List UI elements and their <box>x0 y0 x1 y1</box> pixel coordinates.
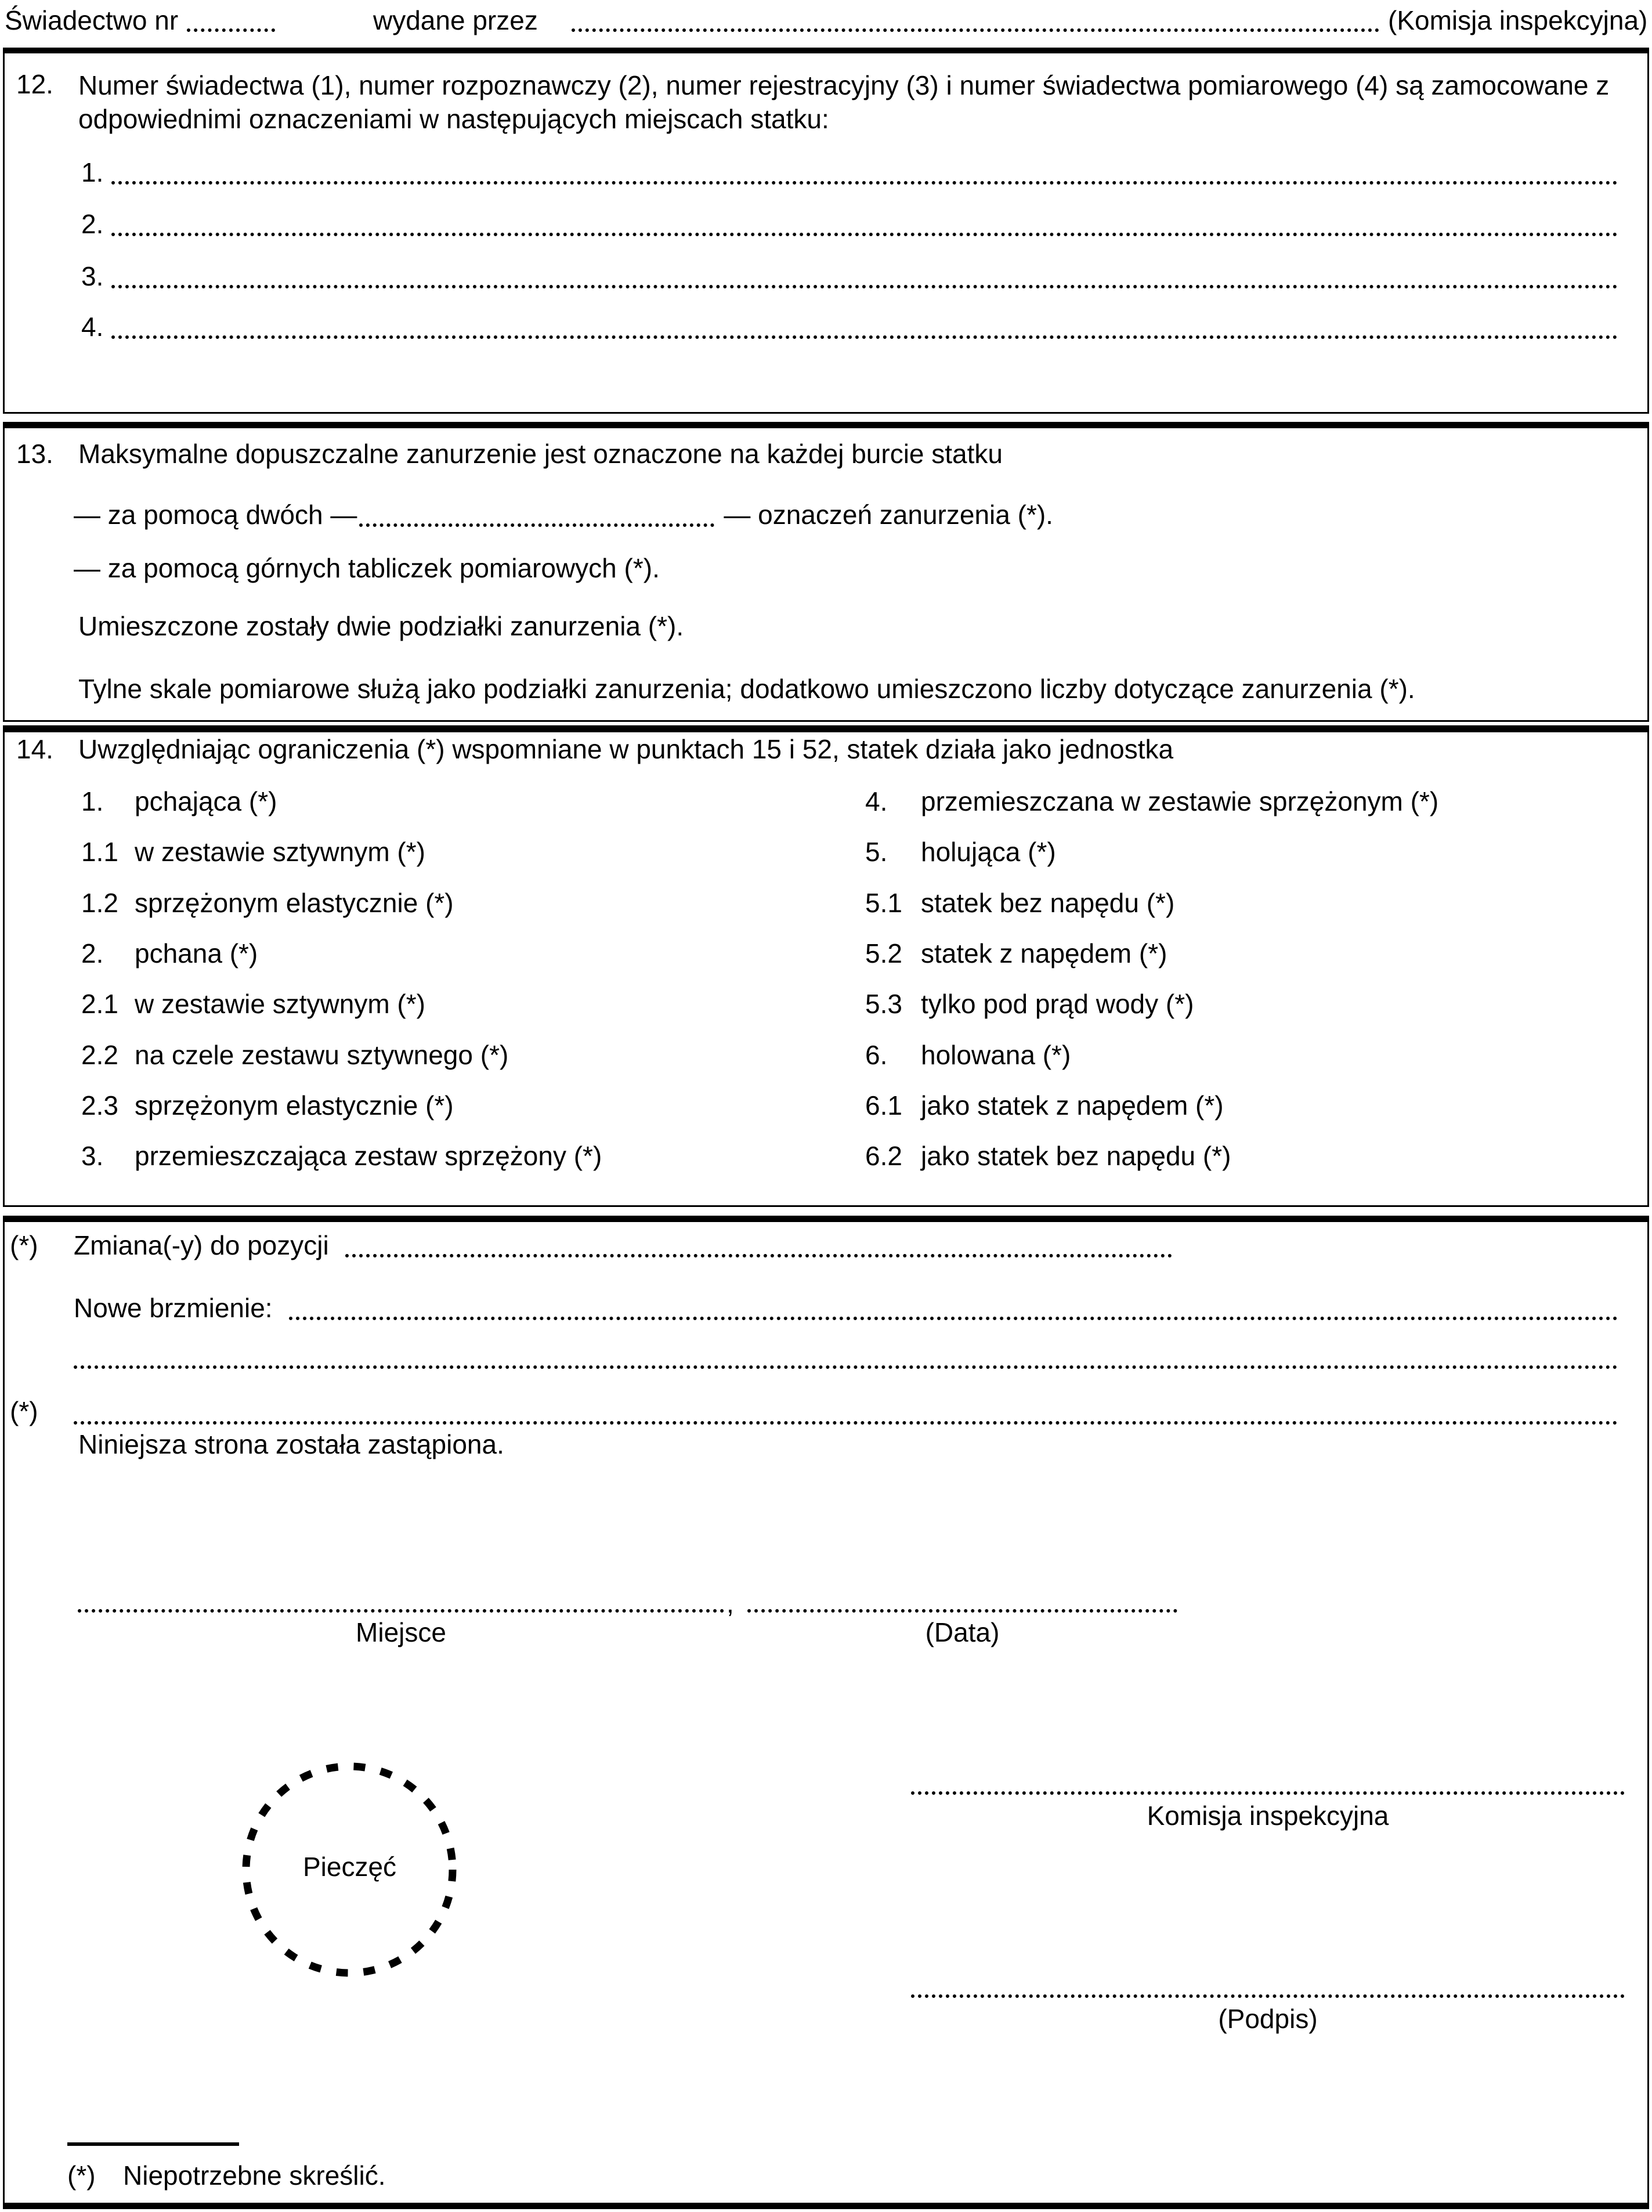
mode-label: pchająca (*) <box>135 786 277 816</box>
issued-by-field[interactable] <box>572 24 1379 32</box>
mode-number: 5. <box>865 837 888 867</box>
draught-marks-prefix: — za pomocą dwóch — <box>74 500 357 530</box>
measurement-plates-line: — za pomocą górnych tabliczek pomiarowych (*). <box>74 553 660 583</box>
inspection-committee-header-label: (Komisja inspekcyjna) <box>1388 5 1648 35</box>
mode-label: statek bez napędu (*) <box>921 888 1175 918</box>
mode-number: 2.2 <box>81 1040 118 1070</box>
marking-location-row <box>81 157 1618 189</box>
mode-number: 1.2 <box>81 888 118 918</box>
mode-label: jako statek z napędem (*) <box>921 1090 1224 1121</box>
mode-label: przemieszczana w zestawie sprzężonym (*) <box>921 786 1439 816</box>
draught-marks-count-field[interactable] <box>359 519 714 527</box>
mode-number: 1. <box>81 786 104 816</box>
marking-location-field-1[interactable] <box>111 177 1618 185</box>
item-number: 1. <box>81 157 104 187</box>
mode-number: 5.3 <box>865 989 902 1019</box>
mode-label: jako statek bez napędu (*) <box>921 1141 1231 1171</box>
rear-scales-line: Tylne skale pomiarowe służą jako podziałki zanurzenia; dodatkowo umieszczono liczby dotyczące zanurzenia (*). <box>78 674 1415 704</box>
mode-label: w zestawie sztywnym (*) <box>135 837 425 867</box>
committee-signature-field[interactable] <box>911 1787 1625 1795</box>
item-number: 2. <box>81 209 104 239</box>
mode-label: tylko pod prąd wody (*) <box>921 989 1194 1019</box>
section-13-title: Maksymalne dopuszczalne zanurzenie jest oznaczone na każdej burcie statku <box>78 439 1003 469</box>
mode-label: holowana (*) <box>921 1040 1071 1070</box>
signature-field[interactable] <box>911 1990 1625 1998</box>
new-wording-field[interactable] <box>289 1313 1618 1320</box>
mode-label: na czele zestawu sztywnego (*) <box>135 1040 509 1070</box>
amendment-label: Zmiana(-y) do pozycji <box>74 1230 329 1260</box>
amendment-position-field[interactable] <box>345 1250 1172 1257</box>
item-number: 3. <box>81 261 104 291</box>
mode-label: sprzężonym elastycznie (*) <box>135 1090 454 1121</box>
new-wording-continuation-field[interactable] <box>74 1361 1618 1369</box>
amendment-row <box>74 1230 1172 1262</box>
mode-number: 2.1 <box>81 989 118 1019</box>
place-field[interactable] <box>78 1605 724 1613</box>
section-14-title: Uwzględniając ograniczenia (*) wspomniane w punktach 15 i 52, statek działa jako jednostka <box>78 734 1174 764</box>
footnote-divider <box>67 2142 239 2146</box>
date-label: (Data) <box>925 1617 1000 1647</box>
mode-number: 1.1 <box>81 837 118 867</box>
mode-number: 4. <box>865 786 888 816</box>
section-12-text: Numer świadectwa (1), numer rozpoznawczy (2), numer rejestracyjny (3) i numer świadectwa pomiarowego (4) są zamocowane z odpowiednimi oznaczeniami w następujących miejscach statku: <box>78 70 1610 134</box>
asterisk-marker: (*) <box>10 1396 38 1426</box>
new-wording-label: Nowe brzmienie: <box>74 1293 273 1323</box>
mode-number: 6. <box>865 1040 888 1070</box>
draught-scales-line: Umieszczone zostały dwie podziałki zanurzenia (*). <box>78 611 684 641</box>
mode-label: sprzężonym elastycznie (*) <box>135 888 454 918</box>
place-date-comma: , <box>726 1588 734 1618</box>
marking-location-field-3[interactable] <box>111 281 1618 288</box>
draught-marks-suffix: — oznaczeń zanurzenia (*). <box>724 500 1053 530</box>
marking-location-row <box>81 208 1618 240</box>
committee-label: Komisja inspekcyjna <box>1147 1801 1389 1831</box>
seal-area <box>238 1758 461 1982</box>
marking-location-row <box>81 261 1618 292</box>
section-13-number: 13. <box>16 439 53 469</box>
mode-number: 6.2 <box>865 1141 902 1171</box>
new-wording-row <box>74 1292 1618 1324</box>
footnote-marker: (*) <box>67 2160 96 2191</box>
marking-location-field-2[interactable] <box>111 229 1618 236</box>
section-12-number: 12. <box>16 69 53 99</box>
mode-number: 5.1 <box>865 888 902 918</box>
mode-number: 2.3 <box>81 1090 118 1121</box>
marking-location-row <box>81 311 1618 343</box>
draught-marks-row <box>74 499 1350 531</box>
page-replaced-label: Niniejsza strona została zastąpiona. <box>78 1429 504 1459</box>
mode-number: 2. <box>81 938 104 968</box>
marking-location-field-4[interactable] <box>111 331 1618 339</box>
mode-label: statek z napędem (*) <box>921 938 1167 968</box>
seal-label: Pieczęć <box>302 1852 397 1882</box>
signature-label: (Podpis) <box>1218 2004 1318 2034</box>
certificate-number-label: Świadectwo nr <box>5 5 179 35</box>
mode-label: przemieszczająca zestaw sprzężony (*) <box>135 1141 602 1171</box>
item-number: 4. <box>81 312 104 342</box>
mode-number: 5.2 <box>865 938 902 968</box>
section-14-number: 14. <box>16 734 53 764</box>
issued-by-label: wydane przez <box>373 5 538 35</box>
mode-label: pchana (*) <box>135 938 258 968</box>
date-field[interactable] <box>747 1605 1177 1613</box>
replacement-note-field[interactable] <box>74 1417 1618 1425</box>
mode-label: holująca (*) <box>921 837 1056 867</box>
mode-label: w zestawie sztywnym (*) <box>135 989 425 1019</box>
mode-number: 3. <box>81 1141 104 1171</box>
certificate-number-field[interactable] <box>187 24 275 32</box>
place-label: Miejsce <box>356 1617 446 1647</box>
mode-number: 6.1 <box>865 1090 902 1121</box>
footnote-text: Niepotrzebne skreślić. <box>123 2160 386 2191</box>
asterisk-marker: (*) <box>10 1230 38 1260</box>
